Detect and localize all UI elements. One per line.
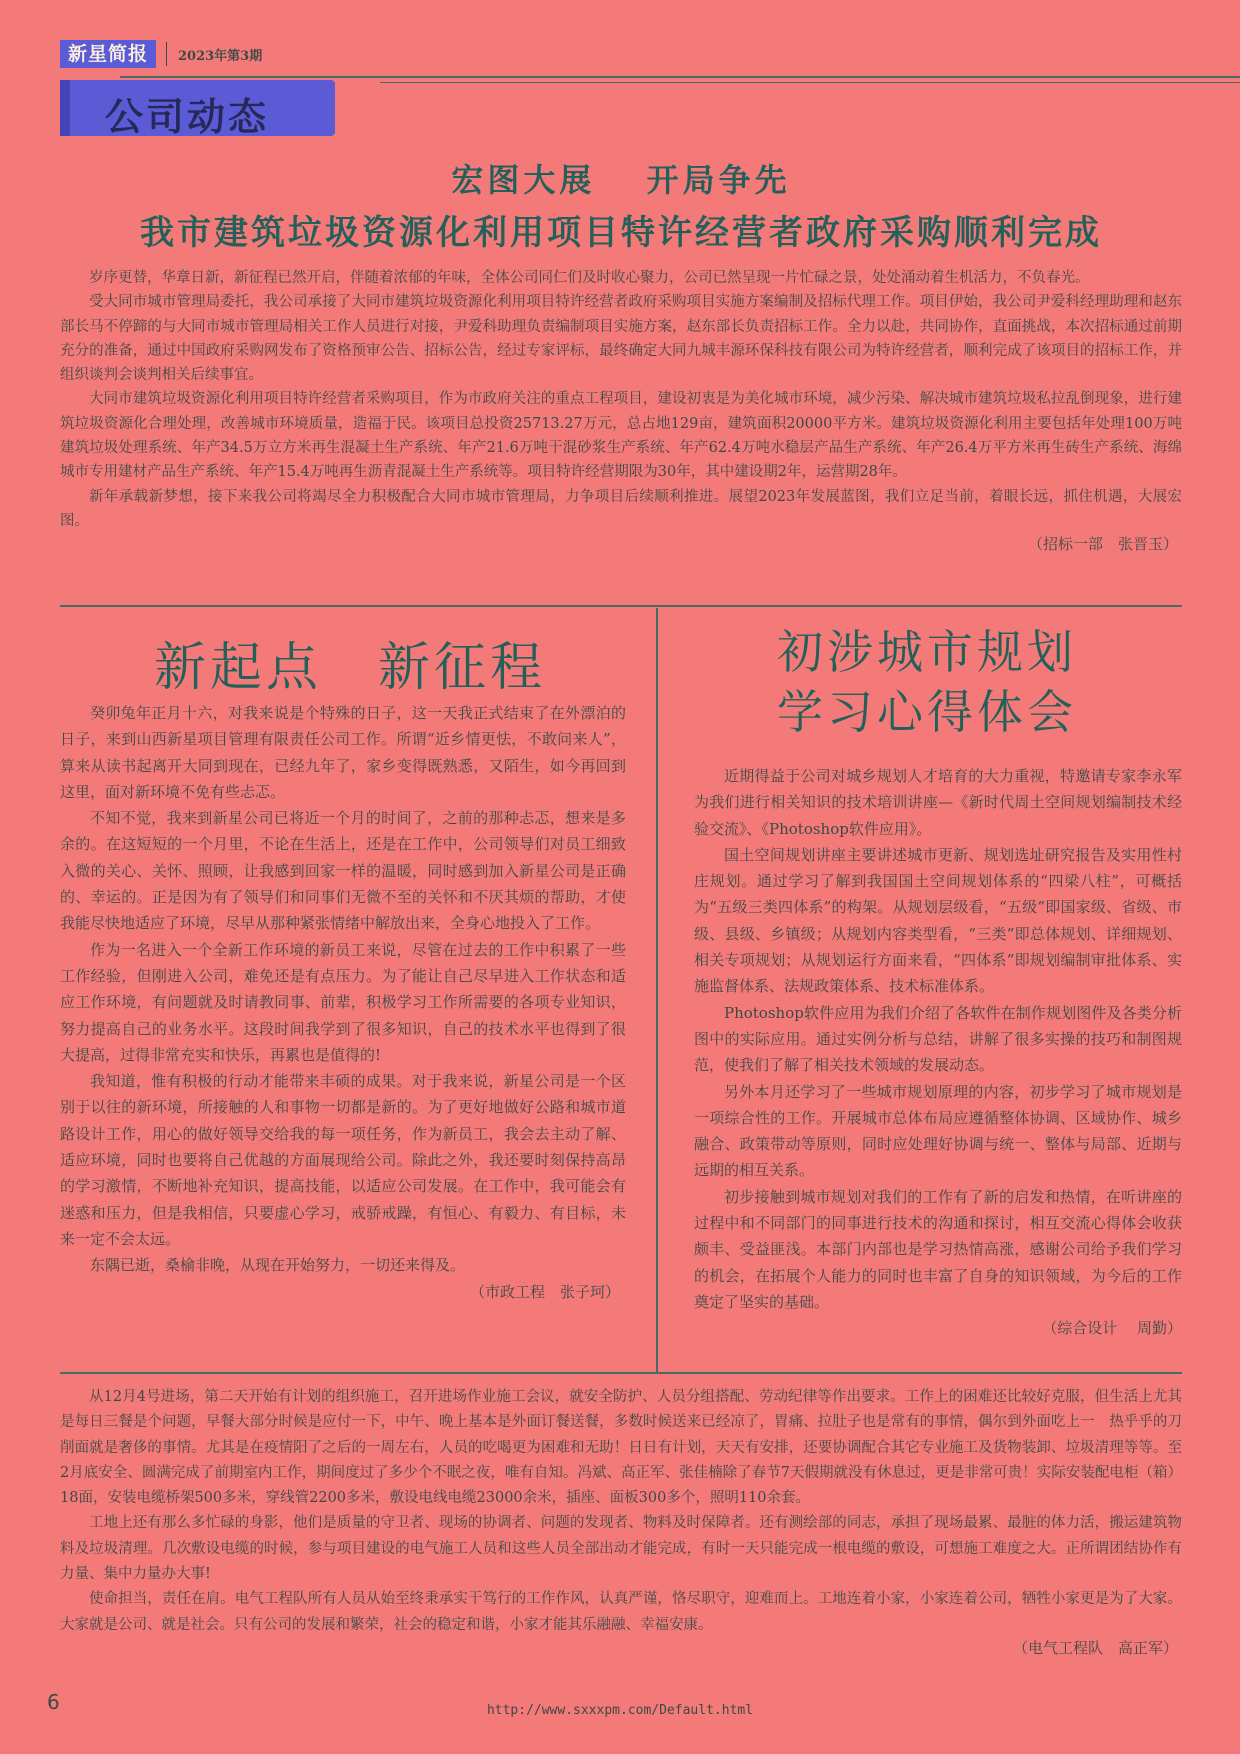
paragraph: 受大同市城市管理局委托，我公司承接了大同市建筑垃圾资源化利用项目特许经营者政府采购项目实施方案编制及招标代理工作。项目伊始，我公司尹爱科经理助理和赵东部长马不停蹄的与大同市城市管理局相关工作人员进行对接，尹爱科助理负责编制项目实施方案，赵东部长负责招标工作。全力以赴，共同协作，直面挑战，本次招标通过前期充分的准备，通过中国政府采购网发布了资格预审公告、招标公告，经过专家评标，最终确定大同九城丰源环保科技有限公司为特许经营者，顺利完成了该项目的招标工作，并组织谈判会谈判相关后续事宜。 xyxy=(60,294,1182,384)
paragraph: 近期得益于公司对城乡规划人才培育的大力重视，特邀请专家李永军为我们进行相关知识的技术培训讲座—《新时代周土空间规划编制技术经验交流》、《Photoshop软件应用》。 xyxy=(694,767,1182,838)
masthead-rule xyxy=(380,82,1240,83)
paragraph: 新年承载新梦想，接下来我公司将竭尽全力积极配合大同市城市管理局，力争项目后续顺利推进。展望2023年发展蓝图，我们立足当前，着眼长远，抓住机遇，大展宏图。 xyxy=(60,488,1182,529)
article3-byline: （综合设计 周勤） xyxy=(1042,1319,1182,1338)
article4-byline: （电气工程队 高正军） xyxy=(1012,1638,1178,1657)
article3-title-line2: 学习心得体会 xyxy=(777,685,1077,739)
page-number: 6 xyxy=(47,1690,60,1714)
article3-title xyxy=(672,622,1182,742)
paragraph: 另外本月还学习了一些城市规划原理的内容，初步学习了城市规划是一项综合性的工作。开展城市总体布局应遵循整体协调、区域协作、城乡融合、政策带动等原则，同时应处理好协调与统一、整体与局部、近期与远期的相互关系。 xyxy=(694,1082,1182,1180)
section-title: 公司动态 xyxy=(105,95,270,139)
paragraph: 癸卯兔年正月十六，对我来说是个特殊的日子，这一天我正式结束了在外漂泊的日子，来到山西新星项目管理有限责任公司工作。所谓“近乡情更怯，不敢问来人”，算来从读书起离开大同到现在，已经九年了，家乡变得既熟悉，又陌生，如今再回到这里，面对新环境不免有些忐忑。 xyxy=(60,704,626,801)
paragraph: 东隅已逝，桑榆非晚，从现在开始努力，一切还来得及。 xyxy=(90,1256,466,1275)
article4-body xyxy=(60,1385,1182,1661)
article2-title: 新起点 新征程 xyxy=(153,638,546,698)
article2-body xyxy=(60,700,626,1305)
column-divider xyxy=(656,608,658,1372)
paragraph: 大同市建筑垃圾资源化利用项目特许经营者采购项目，作为市政府关注的重点工程项目，建设初衷是为美化城市环境，减少污染、解决城市建筑垃圾私拉乱倒现象，进行建筑垃圾资源化合理处理，改善城市环境质量，造福于民。该项目总投资25713.27万元，总占地129亩，建筑面积20000平方米。建筑垃圾资源化利用主要包括年处理100万吨建筑垃圾处理系统、年产34.5万立方米再生混凝土生产系统、年产21.6万吨干混砂浆生产系统、年产62.4万吨水稳层产品生产系统、年产26.4万平方米再生砖生产系统、海绵城市专用建材产品生产系统、年产15.4万吨再生沥青混凝土生产系统等。项目特许经营期限为30年，其中建设期2年，运营期28年。 xyxy=(60,391,1182,481)
footer-url-link[interactable]: http://www.sxxxpm.com/Default.html xyxy=(486,1703,754,1718)
masthead-rule xyxy=(380,76,1240,78)
masthead xyxy=(60,37,1182,77)
article3-body xyxy=(694,763,1182,1342)
paragraph: 我知道，惟有积极的行动才能带来丰硕的成果。对于我来说，新星公司是一个区别于以往的新环境，所接触的人和事物一切都是新的。为了更好地做好公路和城市道路设计工作，用心的做好领导交给我的每一项任务，作为新员工，我会去主动了解、适应环境，同时也要将自己优越的方面展现给公司。除此之外，我还要时刻保持高昂的学习激情，不断地补充知识，提高技能，以适应公司发展。在工作中，我可能会有迷惑和压力，但是我相信，只要虚心学习，戒骄戒躁，有恒心、有毅力、有目标，未来一定不会太远。 xyxy=(60,1072,626,1248)
masthead-rule xyxy=(120,76,380,78)
paragraph: 作为一名进入一个全新工作环境的新员工来说，尽管在过去的工作中积累了一些工作经验，但刚进入公司，难免还是有点压力。为了能让自己尽早进入工作状态和适应工作环境，有问题就及时请教同事、前辈，积极学习工作所需要的各项专业知识，努力提高自己的业务水平。这段时间我学到了很多知识，自己的技术水平也得到了很大提高，过得非常充实和快乐，再累也是值得的! xyxy=(60,940,626,1064)
section-tab xyxy=(60,80,335,139)
paragraph: 国土空间规划讲座主要讲述城市更新、规划选址研究报告及实用性村庄规划。通过学习了解到我国国土空间规划体系的“四梁八柱”，可概括为“五级三类四体系”的构架。从规划层级看，“五级”即国家级、省级、市级、县级、乡镇级；从规划内容类型看，“三类”即总体规划、详细规划、相关专项规划；从规划运行方面来看，“四体系”即规划编制审批体系、实施监督体系、法规政策体系、技术标准体系。 xyxy=(694,845,1182,996)
paragraph: Photoshop软件应用为我们介绍了各软件在制作规划图件及各类分析图中的实际应用。通过实例分析与总结，讲解了很多实操的技巧和制图规范，使我们了解了相关技术领域的发展动态。 xyxy=(694,1003,1182,1075)
article2-byline: （市政工程 张子珂） xyxy=(469,1282,620,1301)
masthead-divider xyxy=(166,42,167,66)
article1-headline-line1: 宏图大展 开局争先 xyxy=(451,161,791,199)
paragraph: 使命担当，责任在肩。电气工程队所有人员从始至终秉承实干笃行的工作作风，认真严谨，恪尽职守，迎难而上。工地连着小家，小家连着公司，牺牲小家更是为了大家。大家就是公司、就是社会。只有公司的发展和繁荣，社会的稳定和谐，小家才能其乐融融、幸福安康。 xyxy=(60,1591,1182,1633)
article3-title-line1: 初涉城市规划 xyxy=(777,625,1077,679)
issue-label: 2023年第3期 xyxy=(178,49,263,64)
paragraph: 工地上还有那么多忙碌的身影，他们是质量的守卫者、现场的协调者、问题的发现者、物料及时保障者。还有测绘部的同志，承担了现场最累、最脏的体力活，搬运建筑物料及垃圾清理。几次敷设电缆的时候，参与项目建设的电气施工人员和这些人员全部出动才能完成，有时一天只能完成一根电缆的敷设，可想施工难度之大。正所谓团结协作有力量、集中力量办大事! xyxy=(60,1515,1182,1583)
paragraph: 岁序更替，华章日新，新征程已然开启，伴随着浓郁的年味，全体公司同仁们及时收心聚力，公司已然呈现一片忙碌之景，处处涌动着生机活力，不负春光。 xyxy=(89,270,1090,286)
newsletter-logo: 新星简报 xyxy=(60,40,156,68)
article1-body xyxy=(60,266,1182,557)
paragraph: 初步接触到城市规划对我们的工作有了新的启发和热情，在听讲座的过程中和不同部门的同事进行技术的沟通和探讨，相互交流心得体会收获颇丰、受益匪浅。本部门内部也是学习热情高涨，感谢公司给予我们学习的机会，在拓展个人能力的同时也丰富了自身的知识领域，为今后的工作奠定了坚实的基础。 xyxy=(694,1187,1182,1311)
paragraph: 不知不觉，我来到新星公司已将近一个月的时间了，之前的那种忐忑，想来是多余的。在这短短的一个月里，不论在生活上，还是在工作中，公司领导们对员工细致入微的关心、关怀、照顾，让我感到回家一样的温暖，同时感到加入新星公司是正确的、幸运的。正是因为有了领导们和同事们无微不至的关怀和不厌其烦的帮助，才使我能尽快地适应了环境，尽早从那种紧张情绪中解放出来，全身心地投入了工作。 xyxy=(60,809,626,933)
section-divider xyxy=(60,1372,1182,1374)
article1-headline-line2: 我市建筑垃圾资源化利用项目特许经营者政府采购顺利完成 xyxy=(140,213,1102,253)
paragraph: 从12月4号进场，第二天开始有计划的组织施工，召开进场作业施工会议，就安全防护、人员分组搭配、劳动纪律等作出要求。工作上的困难还比较好克服，但生活上尤其是每日三餐是个问题，早餐大部分时候是应付一下，中午、晚上基本是外面订餐送餐，多数时候送来已经凉了，胃痛、拉肚子也是常有的事情，偶尔到外面吃上一 热乎乎的刀削面就是奢侈的事情。尤其是在疫情阳了之后的一周左右，人员的吃喝更为困难和无助！日日有计划，天天有安排，还要协调配合其它专业施工及货物装卸、垃圾清理等等。至2月底安全、圆满完成了前期室内工作，期间度过了多少个不眠之夜，唯有自知。冯斌、高正军、张佳楠除了春节7天假期就没有休息过，更是非常可贵！实际安装配电柜（箱）18面，安装电缆桥架500多米，穿线管2200多米，敷设电线电缆23000余米，插座、面板300多个，照明110余套。 xyxy=(60,1389,1182,1507)
article1-byline: （招标一部 张晋玉） xyxy=(1027,535,1178,554)
section-divider xyxy=(60,605,1182,607)
